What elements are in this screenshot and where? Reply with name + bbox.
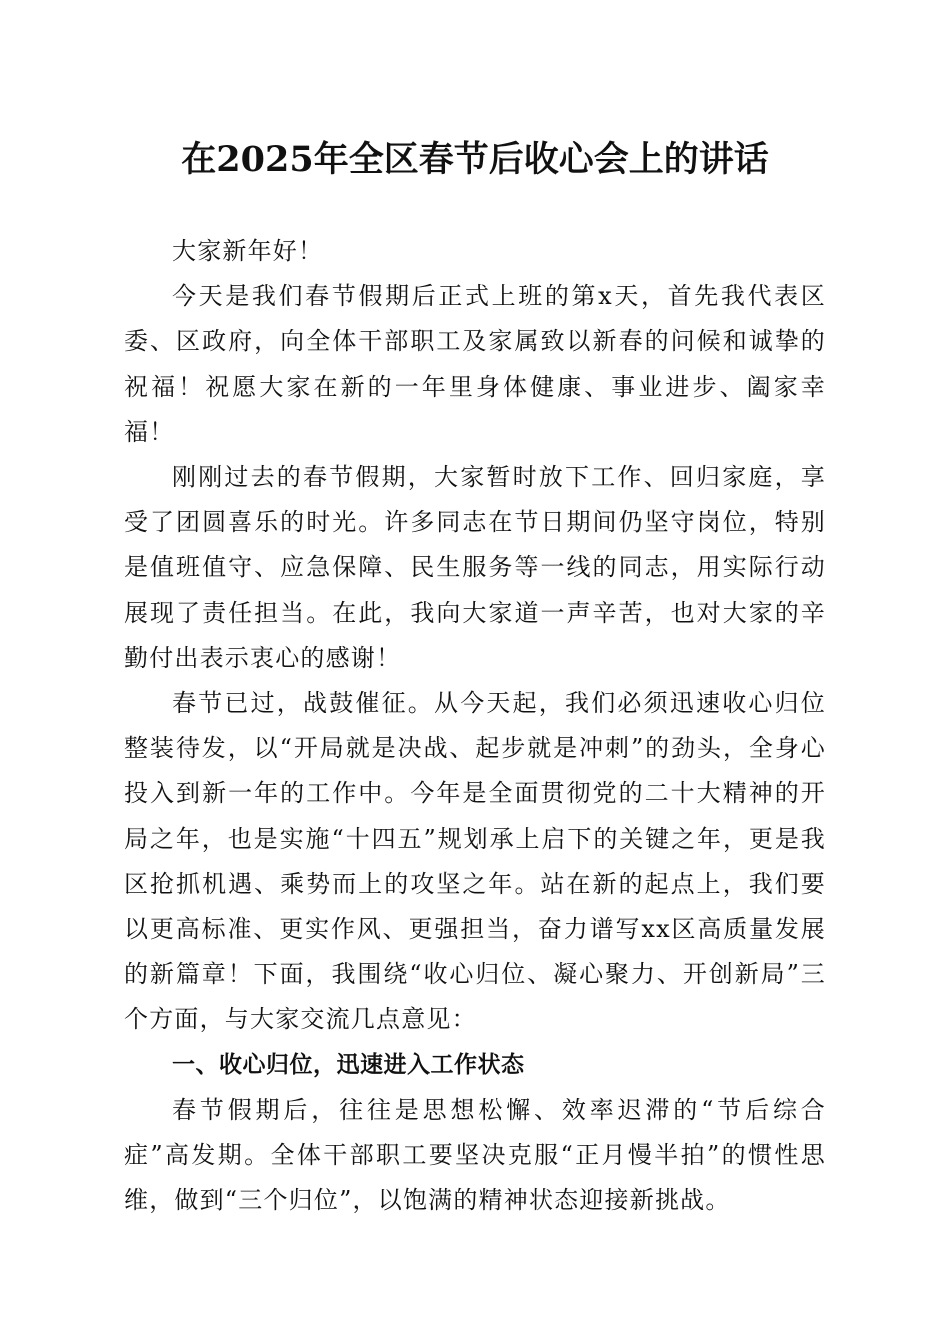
body-paragraph: 刚刚过去的春节假期，大家暂时放下工作、回归家庭，享受了团圆喜乐的时光。许多同志在节日期间仍坚守岗位，特别是值班值守、应急保障、民生服务等一线的同志，用实际行动展现了责任担当。在此，我向大家道一声辛苦，也对大家的辛勤付出表示衷心的感谢！ <box>124 463 826 672</box>
document-body <box>124 229 826 1223</box>
document-title: 在2025年全区春节后收心会上的讲话 <box>181 139 769 180</box>
section-paragraph: 春节假期后，往往是思想松懈、效率迟滞的“节后综合症”高发期。全体干部职工要坚决克服“正月慢半拍”的惯性思维，做到“三个归位”，以饱满的精神状态迎接新挑战。 <box>124 1095 826 1215</box>
greeting-paragraph: 大家新年好！ <box>172 237 324 265</box>
body-paragraph: 春节已过，战鼓催征。从今天起，我们必须迅速收心归位整装待发，以“开局就是决战、起步就是冲刺”的劲头，全身心投入到新一年的工作中。今年是全面贯彻党的二十大精神的开局之年，也是实施“十四五”规划承上启下的关键之年，更是我区抢抓机遇、乘势而上的攻坚之年。站在新的起点上，我们要以更高标准、更实作风、更强担当，奋力谱写xx区高质量发展的新篇章！下面，我围绕“收心归位、凝心聚力、开创新局”三个方面，与大家交流几点意见： <box>124 689 826 1034</box>
body-paragraph: 今天是我们春节假期后正式上班的第x天，首先我代表区委、区政府，向全体干部职工及家属致以新春的问候和诚挚的祝福！祝愿大家在新的一年里身体健康、事业进步、阖家幸福！ <box>124 282 826 446</box>
section-heading: 一、收心归位，迅速进入工作状态 <box>172 1051 525 1078</box>
